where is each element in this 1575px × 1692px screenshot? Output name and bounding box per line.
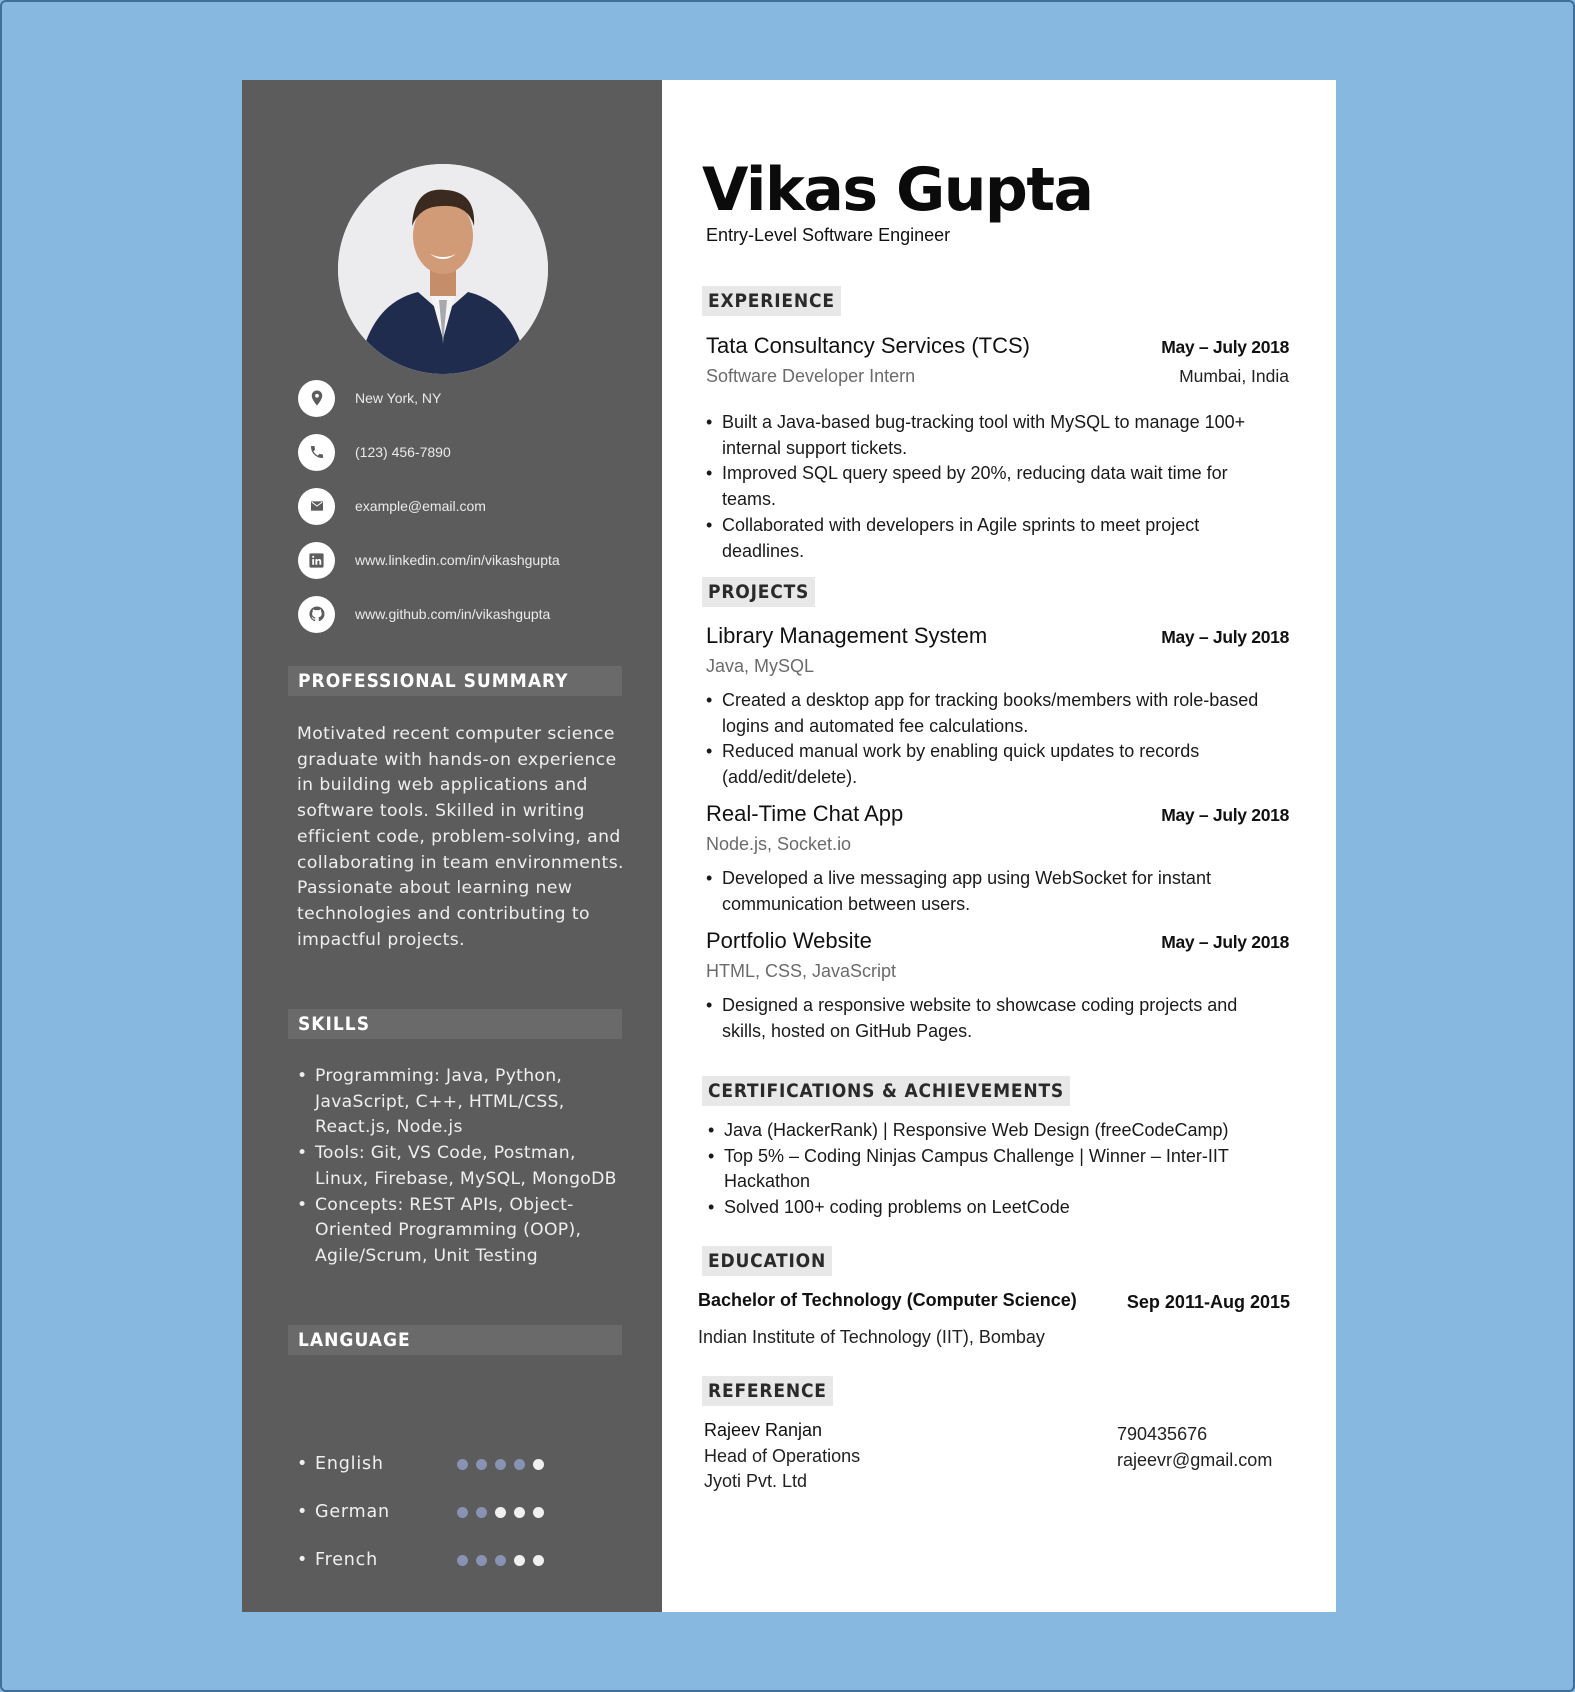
contact-github[interactable]: [298, 596, 638, 632]
proficiency-dot-filled: [476, 1459, 487, 1470]
proficiency-dots: [457, 1555, 544, 1566]
bullet-item: • Designed a responsive website to showcase coding projects and skills, hosted on GitHub Pages.: [706, 993, 1276, 1044]
project-date: May – July 2018: [1161, 932, 1289, 952]
bullet-item: • Reduced manual work by enabling quick updates to records (add/edit/delete).: [706, 739, 1276, 790]
project-bullets: [706, 688, 1276, 791]
contact-email[interactable]: [298, 488, 638, 524]
language-item: [297, 1548, 597, 1572]
contact-list: [298, 380, 638, 650]
proficiency-dot-empty: [514, 1507, 525, 1518]
reference-company: Jyoti Pvt. Ltd: [704, 1471, 808, 1492]
experience-row: [706, 333, 1289, 359]
language-item: [297, 1452, 597, 1476]
location-pin-icon: [298, 380, 335, 417]
certification-item: • Top 5% – Coding Ninjas Campus Challenge | Winner – Inter-IIT Hackathon: [708, 1144, 1278, 1195]
language-heading: LANGUAGE: [288, 1325, 622, 1355]
education-degree: Bachelor of Technology (Computer Science): [698, 1290, 1077, 1310]
skill-item: • Tools: Git, VS Code, Postman, Linux, Firebase, MySQL, MongoDB: [297, 1141, 627, 1192]
language-name: • French: [297, 1550, 457, 1570]
project-date: May – July 2018: [1161, 805, 1289, 825]
skills-heading: SKILLS: [288, 1009, 622, 1039]
reference-details: [704, 1418, 860, 1495]
email-icon: [298, 488, 335, 525]
proficiency-dot-filled: [476, 1555, 487, 1566]
proficiency-dot-filled: [476, 1507, 487, 1518]
proficiency-dots: [457, 1459, 544, 1470]
experience-bullets: [706, 410, 1276, 564]
reference-contact: [1117, 1422, 1272, 1473]
bullet-item: • Created a desktop app for tracking books/members with role-based logins and automated fee calculations.: [706, 688, 1276, 739]
summary-text: Motivated recent computer science graduate with hands-on experience in building web applications and software tools. Skilled in writing efficient code, problem-solving, and collaborating in team environments. Passionate about learning new technologies and contributing to impactful projects.: [297, 724, 624, 950]
contact-linkedin[interactable]: [298, 542, 638, 578]
project-stack: HTML, CSS, JavaScript: [706, 961, 897, 981]
education-school: Indian Institute of Technology (IIT), Bombay: [698, 1327, 1045, 1347]
project-stack-row: [706, 656, 1289, 677]
reference-phone: 790435676: [1117, 1424, 1208, 1444]
reference-email[interactable]: rajeevr@gmail.com: [1117, 1449, 1273, 1470]
bullet-item: • Collaborated with developers in Agile sprints to meet project deadlines.: [706, 513, 1276, 564]
project-row: [706, 623, 1289, 649]
proficiency-dots: [457, 1507, 544, 1518]
proficiency-dot-filled: [495, 1459, 506, 1470]
resume-page: [242, 80, 1336, 1612]
language-list: [297, 1452, 597, 1596]
experience-date: May – July 2018: [1161, 337, 1289, 357]
project-bullets: [706, 866, 1276, 917]
proficiency-dot-filled: [457, 1459, 468, 1470]
project-stack-row: [706, 961, 1289, 982]
certification-item: • Solved 100+ coding problems on LeetCode: [708, 1195, 1278, 1221]
skills-list: [297, 1064, 627, 1270]
proficiency-dot-filled: [457, 1555, 468, 1566]
bullet-item: • Built a Java-based bug-tracking tool with MySQL to manage 100+ internal support tickets.: [706, 410, 1276, 461]
education-heading: EDUCATION: [702, 1246, 832, 1276]
proficiency-dot-filled: [514, 1459, 525, 1470]
projects-heading: PROJECTS: [702, 577, 815, 607]
email-link[interactable]: example@email.com: [355, 498, 486, 514]
contact-location: [298, 380, 638, 416]
project-row: [706, 801, 1289, 827]
company-name: Tata Consultancy Services (TCS): [706, 333, 1030, 358]
proficiency-dot-filled: [457, 1507, 468, 1518]
reference-position: Head of Operations: [704, 1445, 861, 1466]
profile-photo: [338, 164, 548, 374]
reference-name: Rajeev Ranjan: [704, 1420, 823, 1440]
skill-item: • Concepts: REST APIs, Object-Oriented Programming (OOP), Agile/Scrum, Unit Testing: [297, 1193, 627, 1270]
certifications-heading: CERTIFICATIONS & ACHIEVEMENTS: [702, 1076, 1070, 1106]
job-location: Mumbai, India: [1179, 366, 1289, 386]
bullet-item: • Improved SQL query speed by 20%, reducing data wait time for teams.: [706, 461, 1276, 512]
proficiency-dot-empty: [533, 1555, 544, 1566]
education-date: Sep 2011-Aug 2015: [1126, 1292, 1290, 1312]
project-stack: Node.js, Socket.io: [706, 834, 852, 854]
github-icon: [298, 596, 335, 633]
project-row: [706, 928, 1289, 954]
phone-icon: [298, 434, 335, 471]
certification-item: • Java (HackerRank) | Responsive Web Design (freeCodeCamp): [708, 1118, 1278, 1144]
contact-phone: [298, 434, 638, 470]
certifications-list: [708, 1118, 1278, 1221]
project-date: May – July 2018: [1161, 627, 1289, 647]
candidate-name: Vikas Gupta: [702, 155, 1093, 225]
proficiency-dot-empty: [533, 1459, 544, 1470]
project-name: Real-Time Chat App: [706, 801, 904, 826]
project-bullets: [706, 993, 1276, 1044]
job-role: Software Developer Intern: [706, 366, 916, 386]
bullet-item: • Developed a live messaging app using WebSocket for instant communication between users.: [706, 866, 1276, 917]
project-name: Library Management System: [706, 623, 988, 648]
language-name: • English: [297, 1454, 457, 1474]
github-link[interactable]: www.github.com/in/vikashgupta: [355, 606, 551, 622]
language-item: [297, 1500, 597, 1524]
linkedin-link[interactable]: www.linkedin.com/in/vikashgupta: [355, 552, 560, 568]
linkedin-icon: [298, 542, 335, 579]
summary-heading: PROFESSIONAL SUMMARY: [288, 666, 622, 696]
language-name: • German: [297, 1502, 457, 1522]
proficiency-dot-empty: [514, 1555, 525, 1566]
project-stack: Java, MySQL: [706, 656, 815, 676]
proficiency-dot-empty: [533, 1507, 544, 1518]
reference-heading: REFERENCE: [702, 1376, 833, 1406]
candidate-title: Entry-Level Software Engineer: [706, 225, 951, 245]
proficiency-dot-empty: [495, 1507, 506, 1518]
experience-subrow: [706, 366, 1289, 387]
resume-sidebar: [242, 80, 662, 1612]
phone-text: (123) 456-7890: [355, 444, 451, 460]
proficiency-dot-filled: [495, 1555, 506, 1566]
project-stack-row: [706, 834, 1289, 855]
experience-heading: EXPERIENCE: [702, 286, 841, 316]
location-text: New York, NY: [355, 390, 442, 406]
project-name: Portfolio Website: [706, 928, 872, 953]
resume-main: [662, 80, 1336, 1612]
skill-item: • Programming: Java, Python, JavaScript, C++, HTML/CSS, React.js, Node.js: [297, 1064, 627, 1141]
